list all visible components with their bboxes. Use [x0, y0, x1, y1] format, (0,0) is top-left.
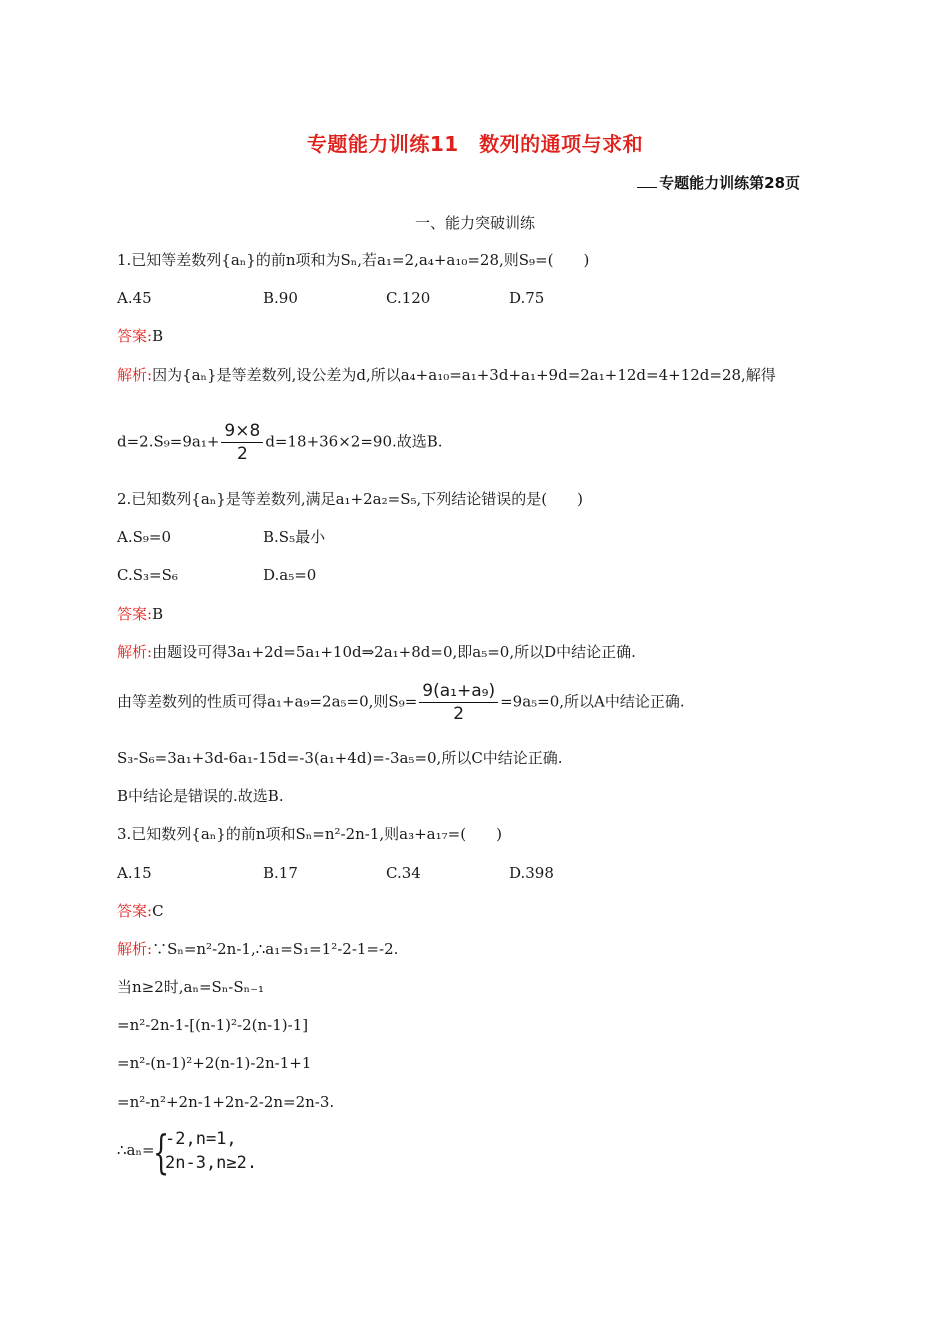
analysis-text: 由题设可得3a₁+2d=5a₁+10d⇒2a₁+8d=0,即a₅=0,所以D中结论正确. [152, 643, 636, 661]
q2-analysis-3: S₃-S₆=3a₁+3d-6a₁-15d=-3(a₁+4d)=-3a₅=0,所以C中结论正确. [117, 749, 563, 767]
q3-analysis-3: =n²-2n-1-[(n-1)²-2(n-1)-1] [117, 1016, 309, 1034]
page-reference-text: 专题能力训练第28页 [659, 174, 800, 192]
answer-label: 答案: [117, 605, 153, 623]
analysis-label: 解析: [117, 643, 153, 661]
underline-blank [637, 175, 657, 188]
q3-analysis-1 [117, 939, 398, 959]
q3-analysis-4: =n²-(n-1)²+2(n-1)-2n-1+1 [117, 1054, 312, 1072]
q1-stem: 1.已知等差数列{aₙ}的前n项和为Sₙ,若a₁=2,a₄+a₁₀=28,则S₉=( ) [117, 251, 590, 269]
section-heading: 一、能力突破训练 [414, 214, 535, 232]
q2-option-c: C.S₃=S₆ [117, 566, 178, 584]
q2-option-b: B.S₅最小 [263, 528, 326, 546]
fraction [419, 680, 498, 725]
analysis-text: 由等差数列的性质可得a₁+a₉=2a₅=0,则S₉= [117, 692, 418, 711]
analysis-text: d=2.S₉=9a₁+ [117, 432, 220, 451]
q2-option-a: A.S₉=0 [117, 528, 172, 546]
q2-option-d: D.a₅=0 [263, 566, 317, 584]
case-1: -2,n=1, [165, 1129, 237, 1149]
q3-option-b: B.17 [263, 864, 298, 882]
analysis-label: 解析: [117, 940, 153, 958]
q2-analysis-4: B中结论是错误的.故选B. [117, 787, 284, 805]
case-2: 2n-3,n≥2. [165, 1153, 258, 1173]
fraction [221, 420, 263, 465]
q2-analysis-1 [117, 642, 636, 662]
page-reference [637, 172, 800, 193]
q1-analysis-1 [117, 365, 776, 385]
q2-stem: 2.已知数列{aₙ}是等差数列,满足a₁+2a₂=S₅,下列结论错误的是( ) [117, 490, 583, 508]
q1-option-b: B.90 [263, 289, 298, 307]
q1-option-c: C.120 [386, 289, 431, 307]
analysis-text: ∵Sₙ=n²-2n-1,∴a₁=S₁=1²-2-1=-2. [152, 940, 399, 958]
q3-analysis-2: 当n≥2时,aₙ=Sₙ-Sₙ₋₁ [117, 978, 265, 996]
q3-option-a: A.15 [117, 864, 152, 882]
q2-answer [117, 604, 163, 624]
analysis-text: 因为{aₙ}是等差数列,设公差为d,所以a₄+a₁₀=a₁+3d+a₁+9d=2a₁+12d=4+12d=28,解得 [152, 366, 776, 384]
analysis-text: =9a₅=0,所以A中结论正确. [500, 692, 685, 711]
piecewise-label: ∴aₙ= [117, 1141, 155, 1159]
q3-option-c: C.34 [386, 864, 421, 882]
fraction-numerator: 9(a₁+a₉) [419, 680, 498, 703]
q3-analysis-5: =n²-n²+2n-1+2n-2-2n=2n-3. [117, 1093, 335, 1111]
q1-analysis-2 [117, 420, 443, 465]
answer-label: 答案: [117, 327, 153, 345]
fraction-denominator: 2 [453, 704, 465, 724]
q2-analysis-2 [117, 680, 685, 725]
q1-option-a: A.45 [117, 289, 152, 307]
piecewise-cases [165, 1127, 257, 1175]
left-brace: { [153, 1125, 170, 1179]
answer-value: B [152, 605, 164, 623]
fraction-numerator: 9×8 [221, 420, 263, 443]
fraction-denominator: 2 [236, 444, 248, 464]
q1-answer [117, 326, 163, 346]
answer-label: 答案: [117, 902, 153, 920]
q3-option-d: D.398 [509, 864, 554, 882]
analysis-text: d=18+36×2=90.故选B. [265, 432, 443, 451]
answer-value: B [152, 327, 164, 345]
q3-answer [117, 901, 164, 921]
q1-option-d: D.75 [509, 289, 545, 307]
q3-stem: 3.已知数列{aₙ}的前n项和Sₙ=n²-2n-1,则a₃+a₁₇=( ) [117, 825, 502, 843]
answer-value: C [152, 902, 164, 920]
page-title: 专题能力训练11 数列的通项与求和 [306, 132, 644, 156]
analysis-label: 解析: [117, 366, 153, 384]
